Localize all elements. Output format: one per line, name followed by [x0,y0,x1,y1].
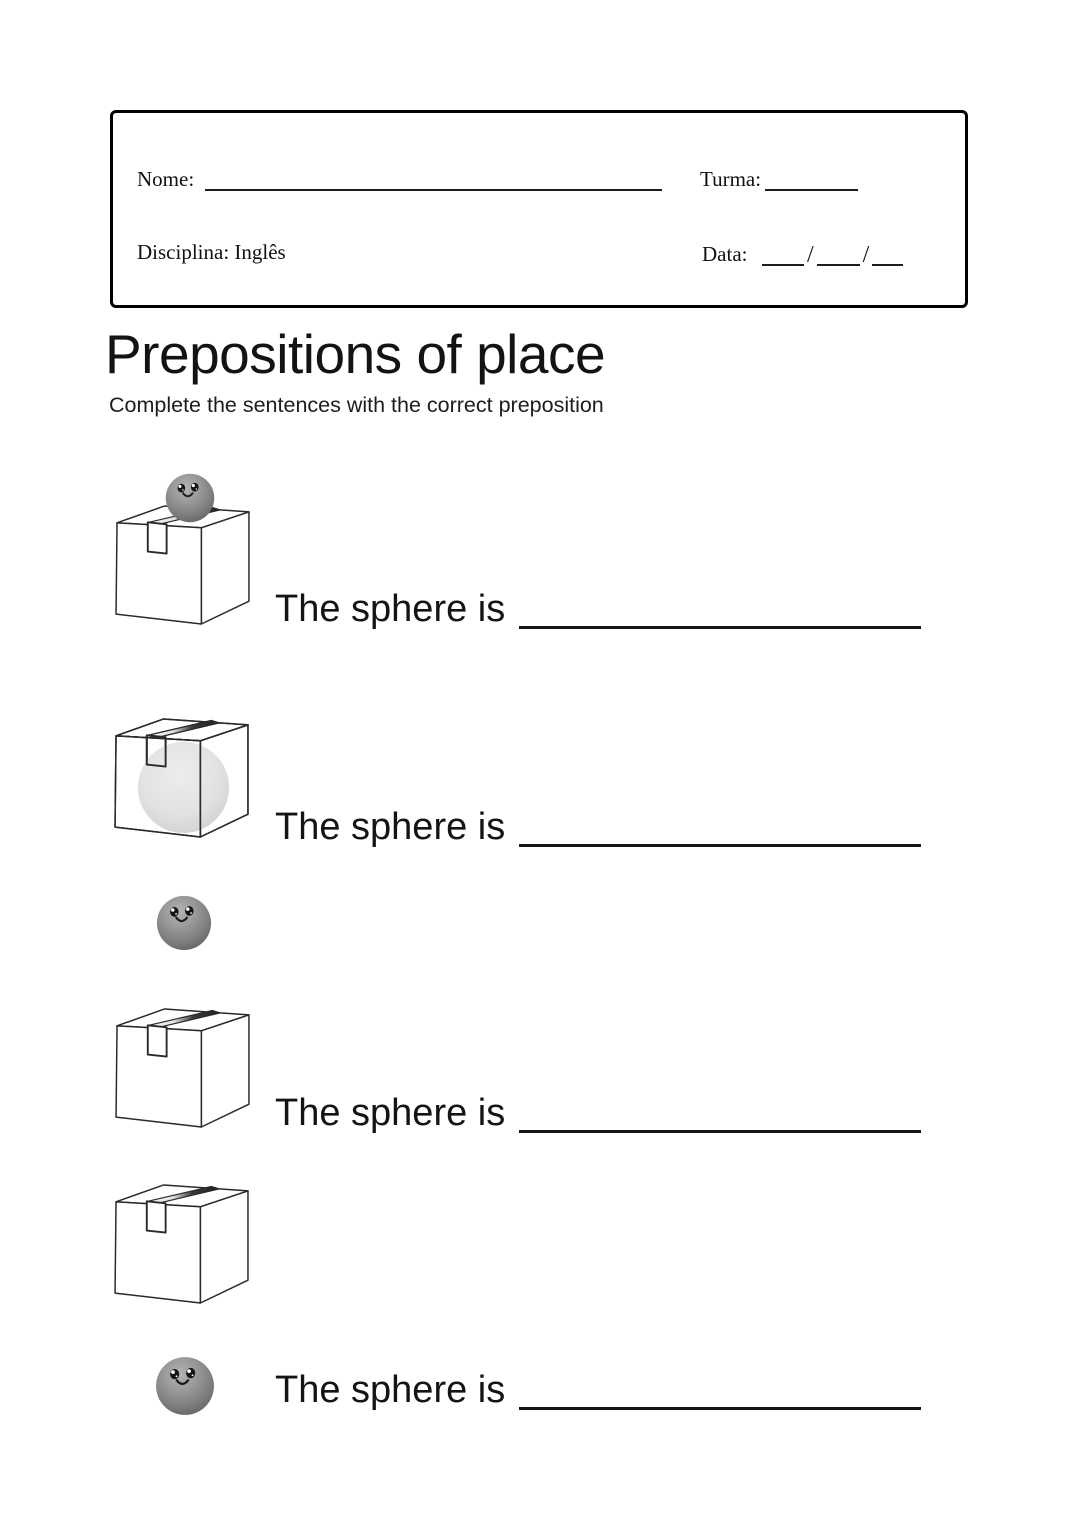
worksheet-title: Prepositions of place [105,323,606,385]
box-with-ghost-sphere-icon [112,716,251,839]
box-icon [112,1182,251,1305]
date-slash: / [862,242,870,268]
ghost-sphere-icon [138,742,229,833]
date-label: Data: [702,242,748,266]
date-year-blank-line[interactable] [872,242,903,266]
subject-label: Disciplina: Inglês [137,240,286,264]
sphere-icon [155,894,213,952]
sentence-text: The sphere is [275,1092,506,1134]
name-label: Nome: [137,167,195,191]
sentence-text: The sphere is [275,806,506,848]
answer-blank-line[interactable] [519,1130,921,1133]
date-blank-group [762,242,903,266]
sentence-text: The sphere is [275,1369,506,1411]
name-blank-line[interactable] [205,189,662,191]
date-month-blank-line[interactable] [817,242,860,266]
worksheet-instructions: Complete the sentences with the correct preposition [109,393,604,417]
sphere-icon [154,1355,216,1417]
student-info-box [110,110,968,308]
box-icon [113,1006,252,1129]
class-blank-line[interactable] [765,189,858,191]
date-slash: / [807,242,814,268]
class-label: Turma: [700,167,762,191]
answer-blank-line[interactable] [519,844,921,847]
answer-blank-line[interactable] [519,1407,921,1410]
sentence-text: The sphere is [275,588,506,630]
sphere-icon [164,472,216,524]
date-day-blank-line[interactable] [762,242,804,266]
answer-blank-line[interactable] [519,626,921,629]
